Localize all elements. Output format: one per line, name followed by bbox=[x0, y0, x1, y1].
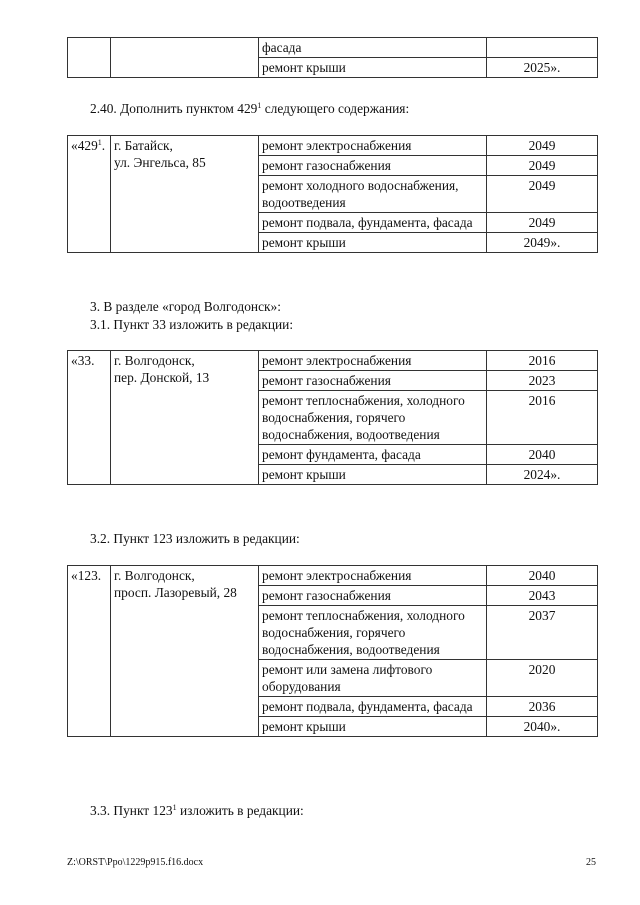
paragraph-3-3: 3.3. Пункт $123^1$ изложить в редакции: bbox=[90, 803, 304, 818]
table-row bbox=[68, 351, 598, 371]
table-item-429-1 bbox=[67, 135, 598, 253]
cell-year: 2036 bbox=[487, 697, 598, 717]
cell-year: 2037 bbox=[487, 606, 598, 660]
cell-year: 2020 bbox=[487, 660, 598, 697]
cell-work: ремонт электроснабжения bbox=[259, 351, 487, 371]
table-item-123 bbox=[67, 565, 598, 737]
cell-work: ремонт электроснабжения bbox=[259, 136, 487, 156]
cell-work: ремонт теплоснабжения, холодного водоснабжения, горячего водоснабжения, водоотведения bbox=[259, 606, 487, 660]
cell-work: ремонт крыши bbox=[259, 717, 487, 737]
paragraph-3-1: 3.1. Пункт 33 изложить в редакции: bbox=[90, 317, 294, 332]
cell-year: 2025». bbox=[487, 58, 598, 78]
cell-work: ремонт крыши bbox=[259, 465, 487, 485]
cell-number bbox=[68, 38, 111, 78]
cell-work: ремонт газоснабжения bbox=[259, 156, 487, 176]
table-item-33 bbox=[67, 350, 598, 485]
cell-address: г. Волгодонск, просп. Лазоревый, 28 bbox=[111, 566, 259, 737]
cell-year: 2024». bbox=[487, 465, 598, 485]
cell-address: г. Батайск, ул. Энгельса, 85 bbox=[111, 136, 259, 253]
cell-work: ремонт крыши bbox=[259, 233, 487, 253]
cell-year: 2016 bbox=[487, 351, 598, 371]
paragraph-3: 3. В разделе «город Волгодонск»: bbox=[90, 299, 281, 314]
table-continued bbox=[67, 37, 598, 78]
cell-work: ремонт теплоснабжения, холодного водоснабжения, горячего водоснабжения, водоотведения bbox=[259, 391, 487, 445]
cell-year: 2043 bbox=[487, 586, 598, 606]
paragraph-3-2: 3.2. Пункт 123 изложить в редакции: bbox=[90, 531, 300, 546]
cell-year: 2049 bbox=[487, 176, 598, 213]
cell-work: ремонт подвала, фундамента, фасада bbox=[259, 213, 487, 233]
table-row bbox=[68, 136, 598, 156]
cell-year bbox=[487, 38, 598, 58]
table-row bbox=[68, 38, 598, 58]
cell-work: ремонт крыши bbox=[259, 58, 487, 78]
cell-year: 2016 bbox=[487, 391, 598, 445]
cell-number: «$429^1$. bbox=[68, 136, 111, 253]
cell-year: 2049». bbox=[487, 233, 598, 253]
paragraph-2-40: 2.40. Дополнить пунктом $429^1$ следующего содержания: bbox=[90, 101, 410, 116]
cell-year: 2040». bbox=[487, 717, 598, 737]
cell-address: г. Волгодонск, пер. Донской, 13 bbox=[111, 351, 259, 485]
cell-work: ремонт фундамента, фасада bbox=[259, 445, 487, 465]
cell-address bbox=[111, 38, 259, 78]
cell-year: 2049 bbox=[487, 136, 598, 156]
cell-work: ремонт подвала, фундамента, фасада bbox=[259, 697, 487, 717]
footer-page-number: 25 bbox=[586, 857, 596, 868]
cell-work: ремонт холодного водоснабжения, водоотведения bbox=[259, 176, 487, 213]
footer-file-path: Z:\ORST\Ppo\1229p915.f16.docx bbox=[67, 857, 204, 868]
cell-year: 2040 bbox=[487, 566, 598, 586]
cell-work: ремонт газоснабжения bbox=[259, 371, 487, 391]
cell-work: фасада bbox=[259, 38, 487, 58]
cell-year: 2049 bbox=[487, 213, 598, 233]
cell-year: 2040 bbox=[487, 445, 598, 465]
cell-work: ремонт газоснабжения bbox=[259, 586, 487, 606]
cell-work: ремонт или замена лифтового оборудования bbox=[259, 660, 487, 697]
table-row bbox=[68, 566, 598, 586]
cell-work: ремонт электроснабжения bbox=[259, 566, 487, 586]
cell-number: «33. bbox=[68, 351, 111, 485]
cell-year: 2023 bbox=[487, 371, 598, 391]
cell-year: 2049 bbox=[487, 156, 598, 176]
cell-number: «123. bbox=[68, 566, 111, 737]
